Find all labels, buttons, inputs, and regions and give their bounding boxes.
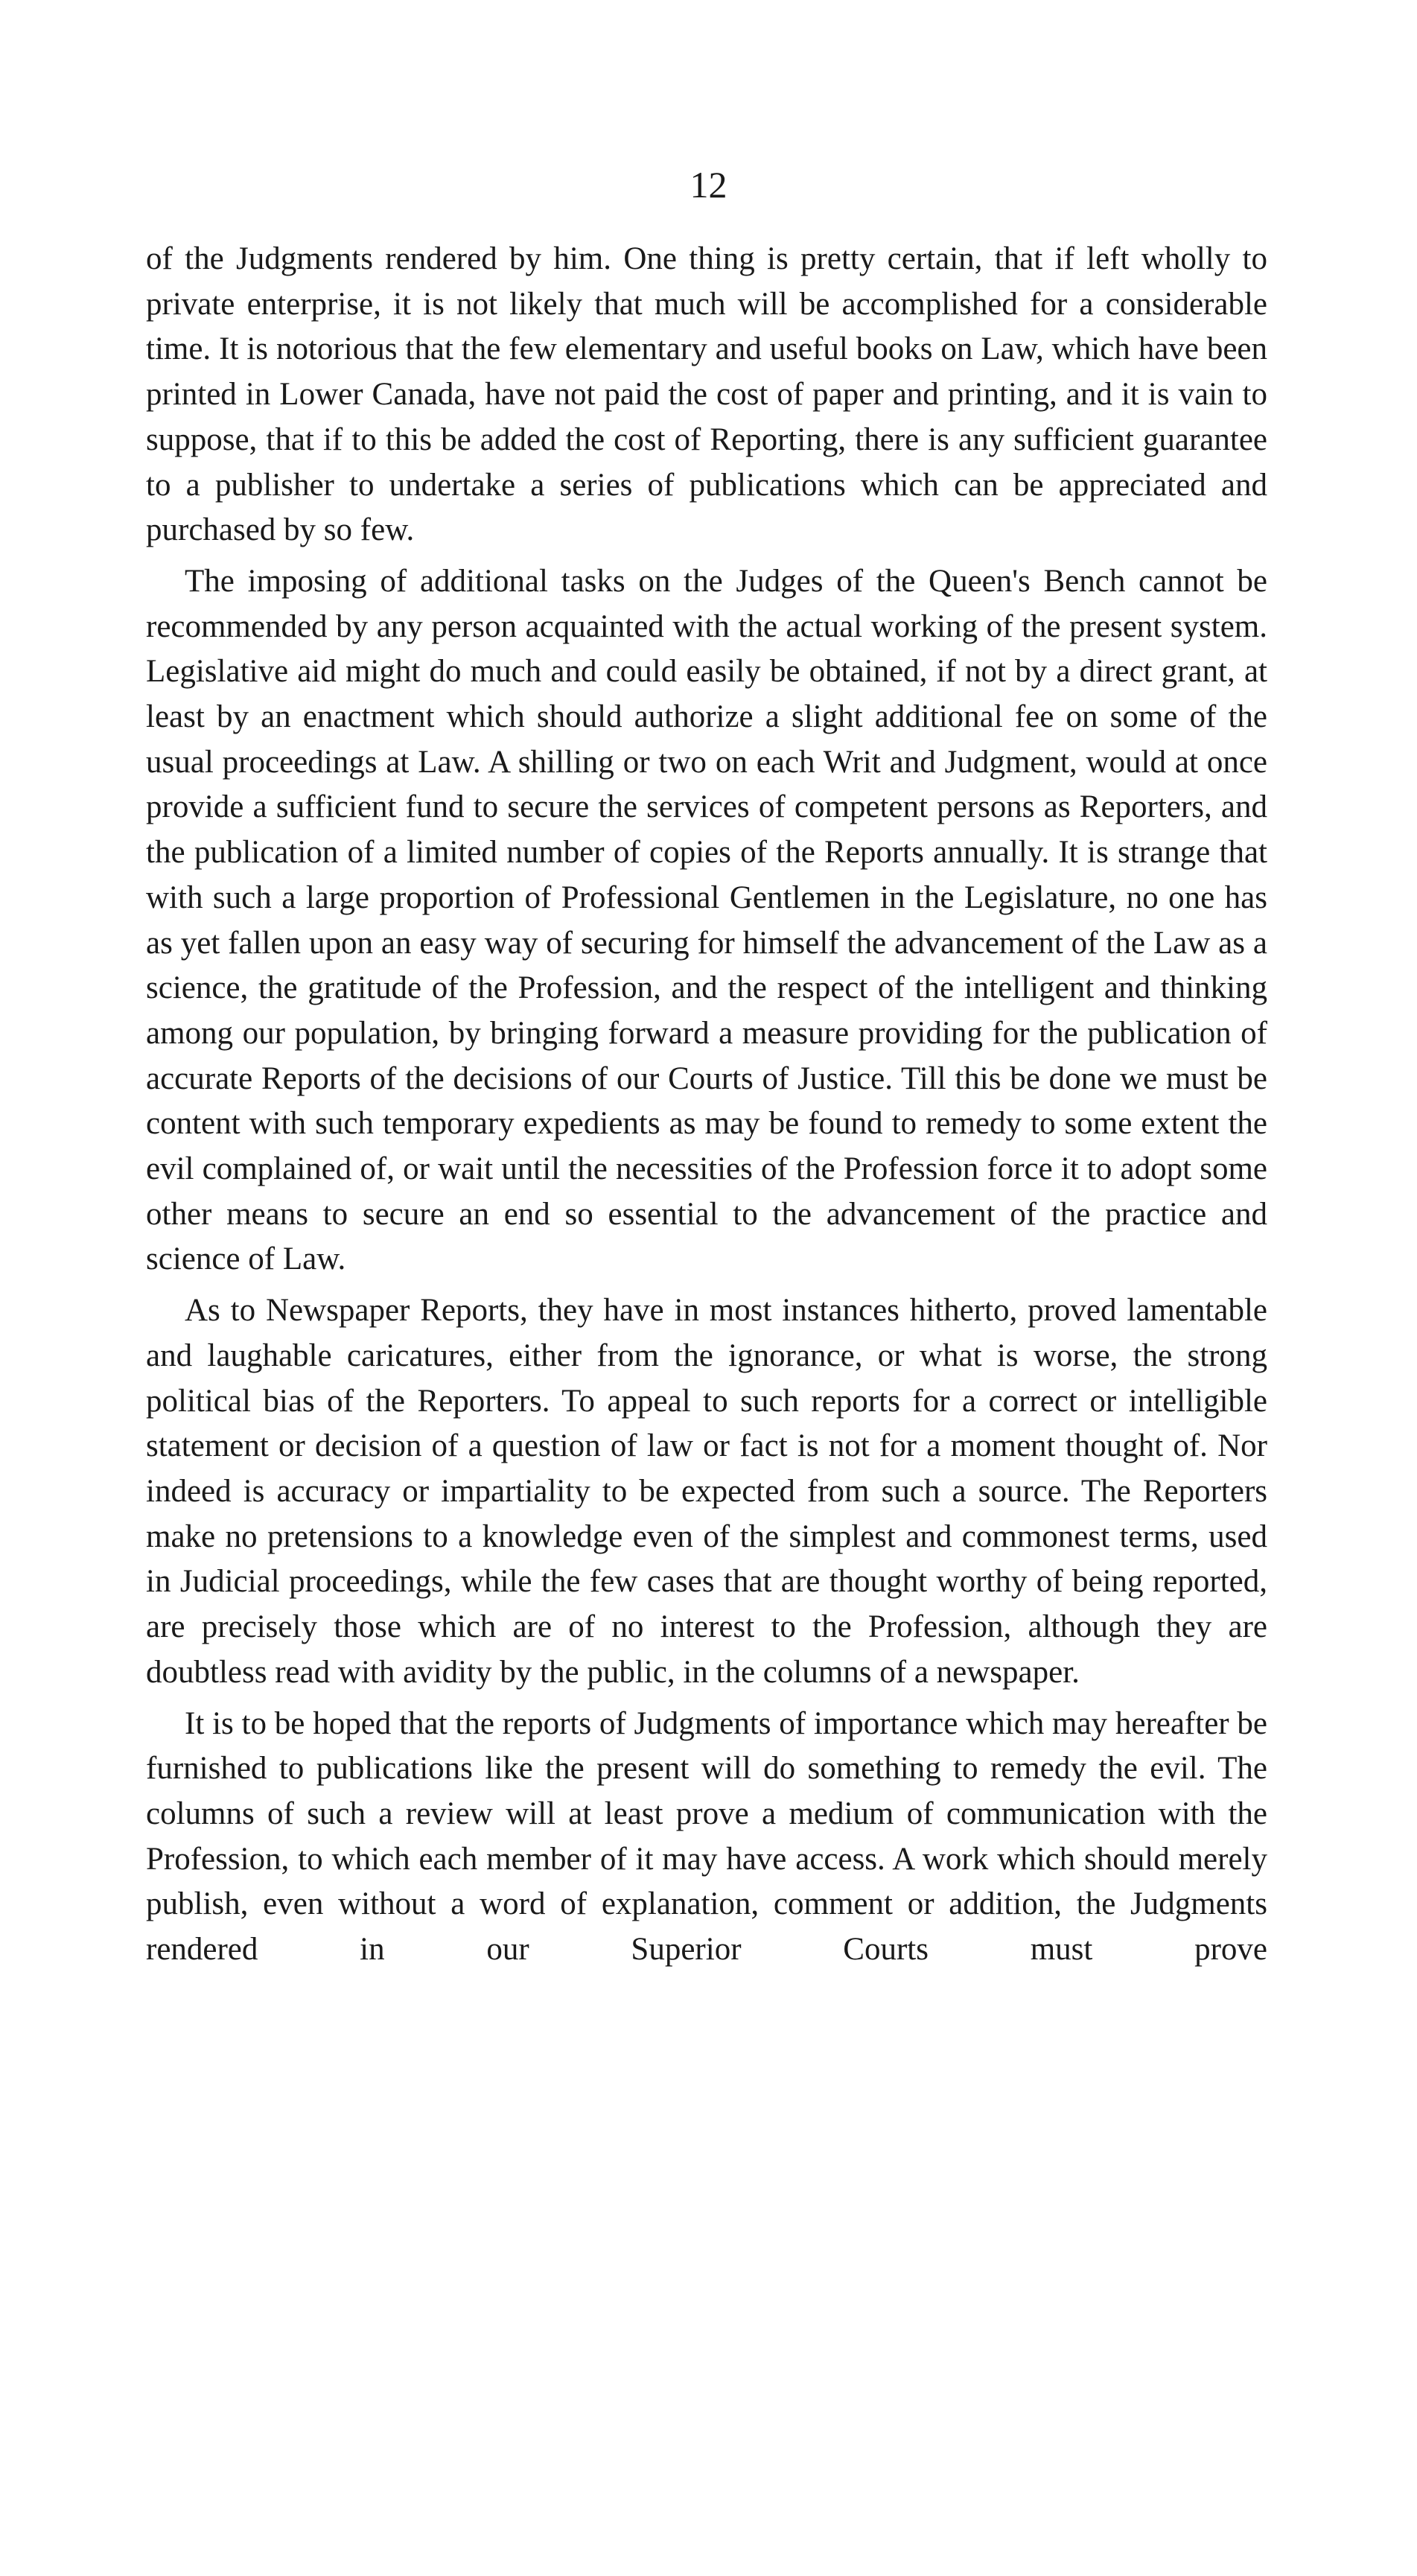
paragraph-2: The imposing of additional tasks on the Judges of the Queen's Bench cannot be recommended by any person acquainted with the actual working of the present system. Legislative aid might do much and could easily be obtained, if not by a direct grant, at least by an enactment which should authorize a slight additional fee on some of the usual proceedings at Law. A shilling or two on each Writ and Judgment, would at once provide a sufficient fund to secure the services of competent persons as Reporters, and the publication of a limited number of copies of the Reports annually. It is strange that with such a large proportion of Professional Gentlemen in the Legislature, no one has as yet fallen upon an easy way of securing for himself the advancement of the Law as a science, the gratitude of the Profession, and the respect of the intelligent and thinking among our population, by bringing forward a measure providing for the publication of accurate Reports of the decisions of our Courts of Justice. Till this be done we must be content with such temporary expedients as may be found to remedy to some extent the evil complained of, or wait until the necessities of the Profession force it to adopt some other means to secure an end so essential to the advancement of the practice and science of Law.: [146, 563, 1267, 1277]
paragraph-4: It is to be hoped that the reports of Judgments of importance which may hereafter be furnished to publications like the present will do something to remedy the evil. The columns of such a review will at least prove a medium of communication with the Profession, to which each member of it may have access. A work which should merely publish, even without a word of explanation, comment or addition, the Judgments rendered in our Superior Courts must prove: [146, 1705, 1267, 1968]
paragraph-3: As to Newspaper Reports, they have in most instances hitherto, proved lamentable and laughable caricatures, either from the ignorance, or what is worse, the strong political bias of the Reporters. To appeal to such reports for a correct or intelligible statement or decision of a question of law or fact is not for a moment thought of. Nor indeed is accuracy or impartiality to be expected from such a source. The Reporters make no pretensions to a knowledge even of the simplest and commonest terms, used in Judicial proceedings, while the few cases that are thought worthy of being reported, are precisely those which are of no interest to the Profession, although they are doubtless read with avidity by the public, in the columns of a newspaper.: [146, 1293, 1267, 1690]
page-number: 12: [690, 164, 727, 206]
page-body: [146, 237, 1267, 1973]
paragraph-1: of the Judgments rendered by him. One thing is pretty certain, that if left wholly to private enterprise, it is not likely that much will be accomplished for a considerable time. It is notorious that the few elementary and useful books on Law, which have been printed in Lower Canada, have not paid the cost of paper and printing, and it is vain to suppose, that if to this be added the cost of Reporting, there is any sufficient guarantee to a publisher to undertake a series of publications which can be appreciated and purchased by so few.: [146, 241, 1267, 548]
